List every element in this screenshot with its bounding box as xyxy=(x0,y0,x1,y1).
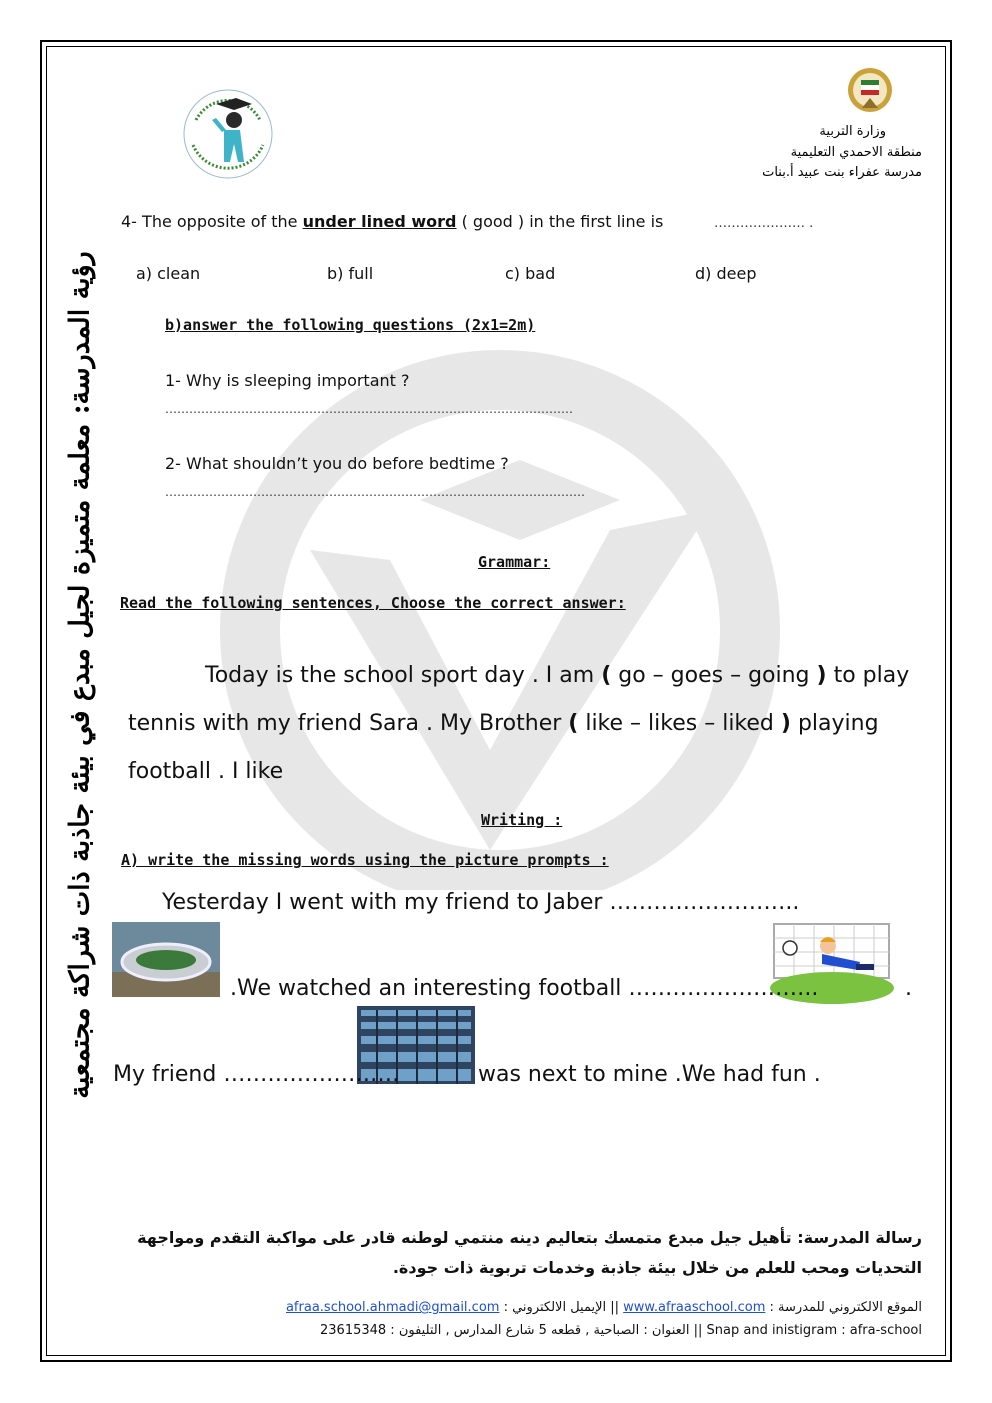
grammar-line-2-end: playing xyxy=(790,711,879,736)
writing-title: Writing : xyxy=(481,811,563,829)
paren-close: ) xyxy=(816,663,827,688)
section-b-title: b)answer the following questions (2x1=2m) xyxy=(165,316,536,334)
school-message-line-1: رسالة المدرسة: تأهيل جيل مبدع متمسك بتعاليم دينه منتمي لوطنه قادر على مواكبة التقدم ومواجهة xyxy=(137,1228,922,1247)
q4-suffix: ( good ) in the first line is xyxy=(456,212,664,231)
writing-line-3-end: was next to mine .We had fun . xyxy=(478,1062,821,1087)
question-1: 1- Why is sleeping important ? xyxy=(165,371,410,390)
writing-line-1: Yesterday I went with my friend to Jaber …………………….. xyxy=(162,890,800,915)
school-message-line-2: التحديات ومحب للعلم من خلال بيئة جاذبة وخدمات تربوية ذات جودة. xyxy=(392,1258,922,1277)
school-name: مدرسة عفراء بنت عبيد أ.بنات xyxy=(762,165,922,180)
school-vision-text: رؤية المدرسة: معلمة متميزة لجيل مبدع في بيئة جاذبة ذات شراكة مجتمعية xyxy=(64,251,96,1099)
grammar-line-3: football . I like xyxy=(128,759,284,784)
site-label: الموقع الالكتروني للمدرسة : xyxy=(765,1300,922,1315)
stadium-picture xyxy=(112,922,220,997)
school-logo-icon xyxy=(178,80,278,188)
question-1-answer-line: ………………………………………………………………………………………… xyxy=(165,402,573,416)
option-c: c) bad xyxy=(505,264,556,283)
footer-contacts xyxy=(286,1300,922,1315)
email-link[interactable]: afraa.school.ahmadi@gmail.com xyxy=(285,1300,500,1315)
grammar-line-2-start: tennis with my friend Sara . My Brother xyxy=(128,711,569,736)
writing-line-2: .We watched an interesting football …………………….. xyxy=(230,976,819,1001)
option-b: b) full xyxy=(327,264,374,283)
paren-close: ) xyxy=(780,711,791,736)
choices-like: like – likes – liked xyxy=(578,711,781,736)
question-4 xyxy=(121,212,663,231)
question-2-answer-line: …………………………………………………………………………………………… xyxy=(165,485,585,499)
choices-go: go – goes – going xyxy=(611,663,817,688)
option-a: a) clean xyxy=(136,264,201,283)
q4-prefix: 4- The opposite of the xyxy=(121,212,303,231)
grammar-line-1-end: to play xyxy=(826,663,910,688)
writing-instruction: A) write the missing words using the picture prompts : xyxy=(121,851,609,869)
ministry-name: وزارة التربية xyxy=(819,124,886,139)
website-link[interactable]: www.afraaschool.com xyxy=(623,1300,766,1315)
grammar-line-2 xyxy=(128,711,879,736)
grammar-instruction: Read the following sentences, Choose the correct answer: xyxy=(120,594,626,612)
ministry-emblem-icon xyxy=(846,64,894,116)
question-2: 2- What shouldn’t you do before bedtime ? xyxy=(165,454,509,473)
email-label: || الإيميل الالكتروني : xyxy=(499,1300,624,1315)
footer-address: Snap and inistigram : afra-school || العنوان : الصباحية , قطعه 5 شارع المدارس , التليفون : 23615348 xyxy=(320,1323,922,1338)
option-d: d) deep xyxy=(695,264,757,283)
writing-line-3-start: My friend …………………… xyxy=(113,1062,400,1087)
paren-open: ( xyxy=(601,663,612,688)
grammar-title: Grammar: xyxy=(478,553,551,571)
grammar-line-1 xyxy=(205,663,909,688)
grammar-line-1-start: Today is the school sport day . I am xyxy=(205,663,602,688)
district-name: منطقة الاحمدي التعليمية xyxy=(790,145,922,160)
q4-answer-blank: ………………… . xyxy=(714,216,814,231)
q4-underlined-word: under lined word xyxy=(302,212,457,231)
paren-open: ( xyxy=(568,711,579,736)
writing-line-2-end: . xyxy=(905,976,912,1001)
